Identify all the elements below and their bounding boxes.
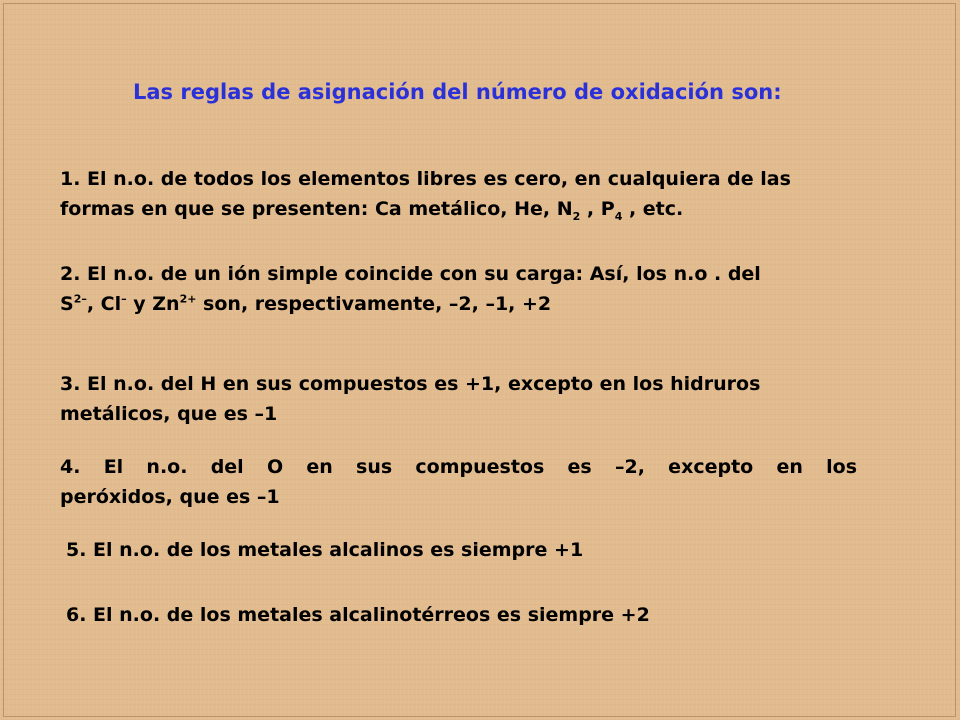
rule-2-text-a: S [60, 293, 74, 315]
rule-2-text-c: y Zn [126, 293, 180, 315]
rule-1-text-c: , etc. [622, 198, 684, 220]
rule-4 [60, 452, 857, 512]
s-charge-superscript: 2– [73, 292, 87, 306]
rule-5 [66, 535, 866, 565]
rule-3-line-2: metálicos, que es –1 [60, 403, 278, 425]
rule-1 [60, 164, 850, 224]
rule-2-line-1: 2. El n.o. de un ión simple coincide con su carga: Así, los n.o . del [60, 263, 761, 285]
rule-2-line-2 [60, 289, 872, 319]
slide-title: Las reglas de asignación del número de oxidación son: [133, 80, 782, 104]
rule-2-text-b: , Cl [86, 293, 122, 315]
rule-4-line-2: peróxidos, que es –1 [60, 486, 280, 508]
rule-2 [60, 259, 872, 319]
n2-subscript: 2 [572, 209, 581, 223]
rule-3-line-1: 3. El n.o. del H en sus compuestos es +1, excepto en los hidruros [60, 373, 761, 395]
cl-charge-superscript: – [121, 292, 127, 306]
rule-1-text-b: , P [580, 198, 615, 220]
rule-5-text: 5. El n.o. de los metales alcalinos es siempre +1 [66, 539, 584, 561]
p4-subscript: 4 [614, 209, 623, 223]
rule-6 [66, 600, 866, 630]
rule-1-text-a: formas en que se presenten: Ca metálico, He, N [60, 198, 573, 220]
rule-4-line-1: 4. El n.o. del O en sus compuestos es –2, excepto en los [60, 456, 857, 478]
rule-3 [60, 369, 860, 429]
rule-2-text-d: son, respectivamente, –2, –1, +2 [196, 293, 552, 315]
zn-charge-superscript: 2+ [179, 292, 197, 306]
rule-1-line-1: 1. El n.o. de todos los elementos libres es cero, en cualquiera de las [60, 168, 791, 190]
rule-1-line-2 [60, 194, 850, 224]
rule-6-text: 6. El n.o. de los metales alcalinotérreos es siempre +2 [66, 604, 650, 626]
